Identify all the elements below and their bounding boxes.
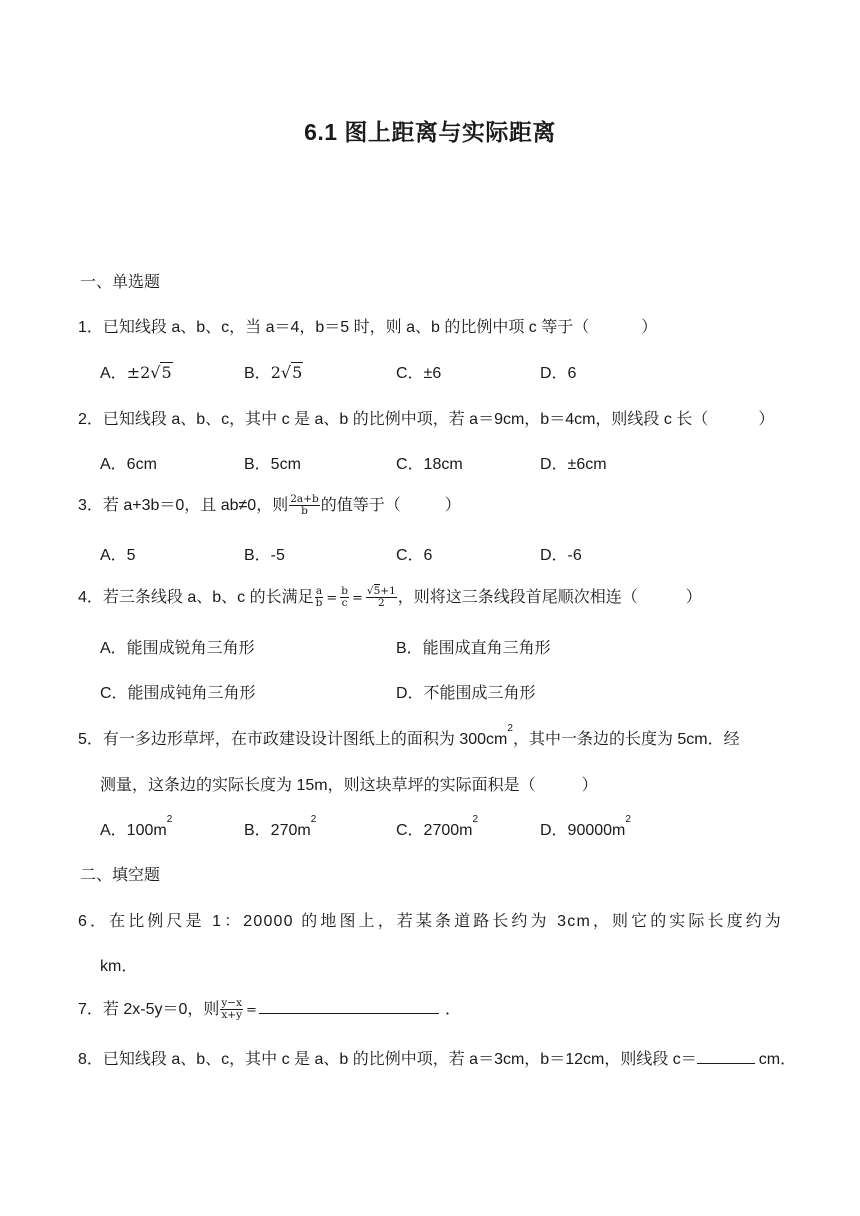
q5-option-a: A．$100m^2$ bbox=[100, 814, 173, 839]
q4-option-c: C．能围成钝角三角形 bbox=[100, 685, 256, 702]
q4-option-b: B．能围成直角三角形 bbox=[396, 640, 551, 657]
page-title: 6.1 图上距离与实际距离 bbox=[304, 119, 556, 145]
question-6-line-2: km． bbox=[100, 958, 138, 975]
question-2-text: 2．已知线段 a、b、c，其中 c 是 a、b 的比例中项，若 a＝9cm，b＝4cm，则线段 c 长（ bbox=[78, 411, 709, 428]
section-heading-fill-blank: 二、填空题 bbox=[80, 867, 161, 884]
q3-option-c: C．6 bbox=[396, 547, 433, 564]
q2-option-d: D．±6cm bbox=[540, 456, 607, 473]
q2-option-c: C．18cm bbox=[396, 456, 463, 473]
q3-option-b: B．-5 bbox=[244, 547, 285, 564]
section-heading-single-choice: 一、单选题 bbox=[80, 274, 161, 291]
q1-option-a: A．±2√5 bbox=[100, 363, 172, 382]
q1-option-b: B．2√5 bbox=[244, 363, 303, 382]
question-5-line-1: 5．有一多边形草坪，在市政建设设计图纸上的面积为 $300cm^2$，其中一条边的长度为 5cm．经 bbox=[78, 723, 740, 748]
q3-option-d: D．-6 bbox=[540, 547, 582, 564]
q5-option-d: D．$90000m^2$ bbox=[540, 814, 631, 839]
question-2: 2．已知线段 a、b、c，其中 c 是 a、b 的比例中项，若 a＝9cm，b＝4cm，则线段 c 长（ ） bbox=[78, 411, 775, 428]
question-7: 7．若 2x-5y＝0，则 $\frac{y-x}{x+y}$ = ． bbox=[78, 997, 461, 1022]
q2-option-b: B．5cm bbox=[244, 456, 301, 473]
question-3: 3．若 a+3b＝0，且 ab≠0，则 $\frac{2a+b}{b}$ 的值等于（ ） bbox=[78, 493, 461, 518]
q1-option-d: D．6 bbox=[540, 365, 577, 382]
question-1-text: 1．已知线段 a、b、c，当 a＝4，b＝5 时，则 a、b 的比例中项 c 等于（ bbox=[78, 319, 590, 336]
q1-option-c: C．±6 bbox=[396, 365, 442, 382]
q8-answer-blank[interactable] bbox=[697, 1049, 755, 1064]
q7-answer-blank[interactable] bbox=[259, 999, 439, 1014]
q2-option-a: A．6cm bbox=[100, 456, 157, 473]
question-8: 8．已知线段 a、b、c，其中 c 是 a、b 的比例中项，若 a＝3cm，b＝12cm，则线段 c＝ cm． bbox=[78, 1051, 797, 1068]
q4-option-d: D．不能围成三角形 bbox=[396, 685, 536, 702]
question-1-close: ） bbox=[641, 319, 658, 336]
question-1 bbox=[78, 314, 657, 337]
q3-option-a: A．5 bbox=[100, 547, 136, 564]
q5-option-b: B．$270m^2$ bbox=[244, 814, 317, 839]
question-6-line-1: 6．在比例尺是 1：20000 的地图上，若某条道路长约为 3cm，则它的实际长度约为 bbox=[78, 913, 782, 930]
question-4: 4．若三条线段 a、b、c 的长满足 $\frac{a}{b}$ = $\frac{b}{c}$ = $\frac{√5+1}{2}$ ，则将这三条线段首尾顺次相连（ ） bbox=[78, 585, 702, 610]
q3-fraction: $\frac{2a+b}{b}$ bbox=[290, 493, 319, 518]
question-5-line-2: 测量，这条边的实际长度为 15m，则这块草坪的实际面积是（ ） bbox=[100, 777, 598, 794]
q4-option-a: A．能围成锐角三角形 bbox=[100, 640, 255, 657]
q5-option-c: C．$2700m^2$ bbox=[396, 814, 479, 839]
